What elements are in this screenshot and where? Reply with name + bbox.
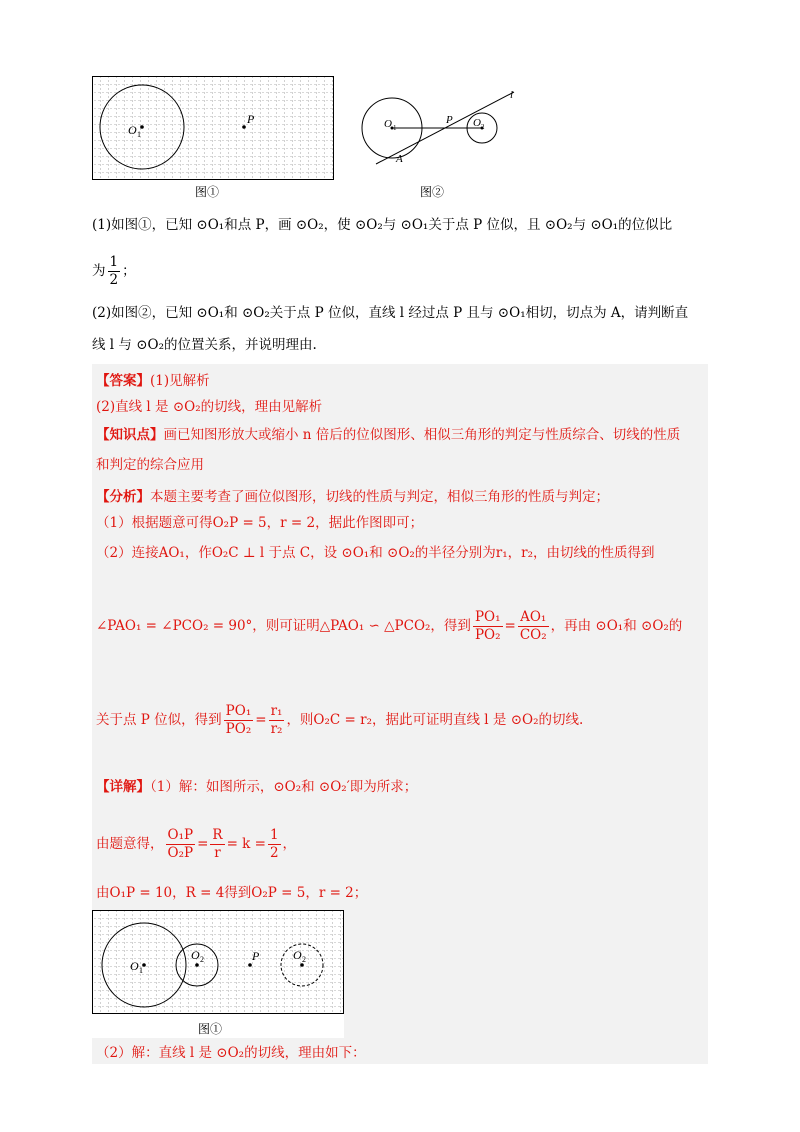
detail-line1: 【详解】（1）解：如图所示，⊙O₂和 ⊙O₂′即为所求； [96,779,418,795]
knowledge-line1: 【知识点】画已知图形放大或缩小 n 倍后的位似图形、相似三角形的判定与性质综合、切线的性质 [96,427,681,443]
svg-text:P: P [446,114,453,126]
question-1-line2: 为 $\frac{1}{2}$ ； [92,254,136,288]
label-p: P [247,112,255,126]
answer-line1: 【答案】(1)见解析 [96,373,210,389]
question-2-line2: 线 l 与 ⊙O₂的位置关系，并说明理由. [92,337,317,353]
svg-text:O: O [473,117,481,129]
svg-text:A: A [396,153,403,165]
svg-text:O: O [293,948,302,962]
answer-line2: (2)直线 l 是 ⊙O₂的切线，理由见解析 [96,399,323,415]
figure-2-caption: 图② [420,185,445,199]
analysis-step4: 关于点 P 位似，得到 $\frac{\text{PO₁}}{\text{PO₂}}$ = $\frac{\text{r₁}}{\text{r₂}}$ ，则O₂C = r₂，据此可证明直线 l 是 ⊙O₂的切线. [96,703,584,737]
svg-text:2: 2 [481,123,485,131]
svg-text:O: O [130,959,139,973]
figure-2 [356,86,526,180]
svg-text:O: O [191,948,200,962]
svg-text:2: 2 [302,955,306,964]
label-o1: O [128,123,137,137]
svg-text:l: l [510,89,514,101]
figure-1-top [92,76,334,180]
detail-line3: 由O₁P = 10，R = 4得到O₂P = 5，r = 2； [96,885,368,901]
analysis-step1: （1）根据题意可得O₂P = 5，r = 2，据此作图即可； [96,515,424,531]
svg-text:P: P [252,949,260,963]
knowledge-line2: 和判定的综合应用 [96,457,204,473]
question-2-line1: (2)如图②，已知 ⊙O₁和 ⊙O₂关于点 P 位似，直线 l 经过点 P 且与 ⊙O₁相切，切点为 A，请判断直 [92,305,689,321]
svg-text:1: 1 [139,966,143,975]
figure-1-bottom-caption: 图① [198,1022,223,1036]
detail-line2: 由题意得， $\frac{\text{O₁P}}{\text{O₂P}}$ = $\frac{R}{r}$ = k = $\frac{1}{2}$ ， [96,827,297,861]
analysis-intro: 【分析】本题主要考查了画位似图形，切线的性质与判定，相似三角形的性质与判定； [96,489,609,505]
svg-text:1: 1 [393,124,397,132]
svg-text:1: 1 [137,130,141,139]
analysis-step2: （2）连接AO₁，作O₂C ⊥ l 于点 C，设 ⊙O₁和 ⊙O₂的半径分别为r₁，r₂，由切线的性质得到 [96,545,655,561]
svg-text:2: 2 [200,955,204,964]
svg-text:O: O [384,118,392,130]
question-1-line1: (1)如图①，已知 ⊙O₁和点 P，画 ⊙O₂，使 ⊙O₂与 ⊙O₁关于点 P 位似，且 ⊙O₂与 ⊙O₁的位似比 [92,217,673,233]
detail-line4: （2）解：直线 l 是 ⊙O₂的切线，理由如下： [96,1045,366,1061]
figure-1-bottom [92,910,344,1014]
analysis-step3: ∠PAO₁ = ∠PCO₂ = 90°，则可证明△PAO₁ ∽ △PCO₂，得到 $\frac{\text{PO₁}}{\text{PO₂}}$ = $\frac{\text{AO₁}}{\text{CO₂}}$ ，再由 ⊙O₁和 ⊙O₂的 [96,609,683,643]
figure-1-caption: 图① [195,185,220,199]
